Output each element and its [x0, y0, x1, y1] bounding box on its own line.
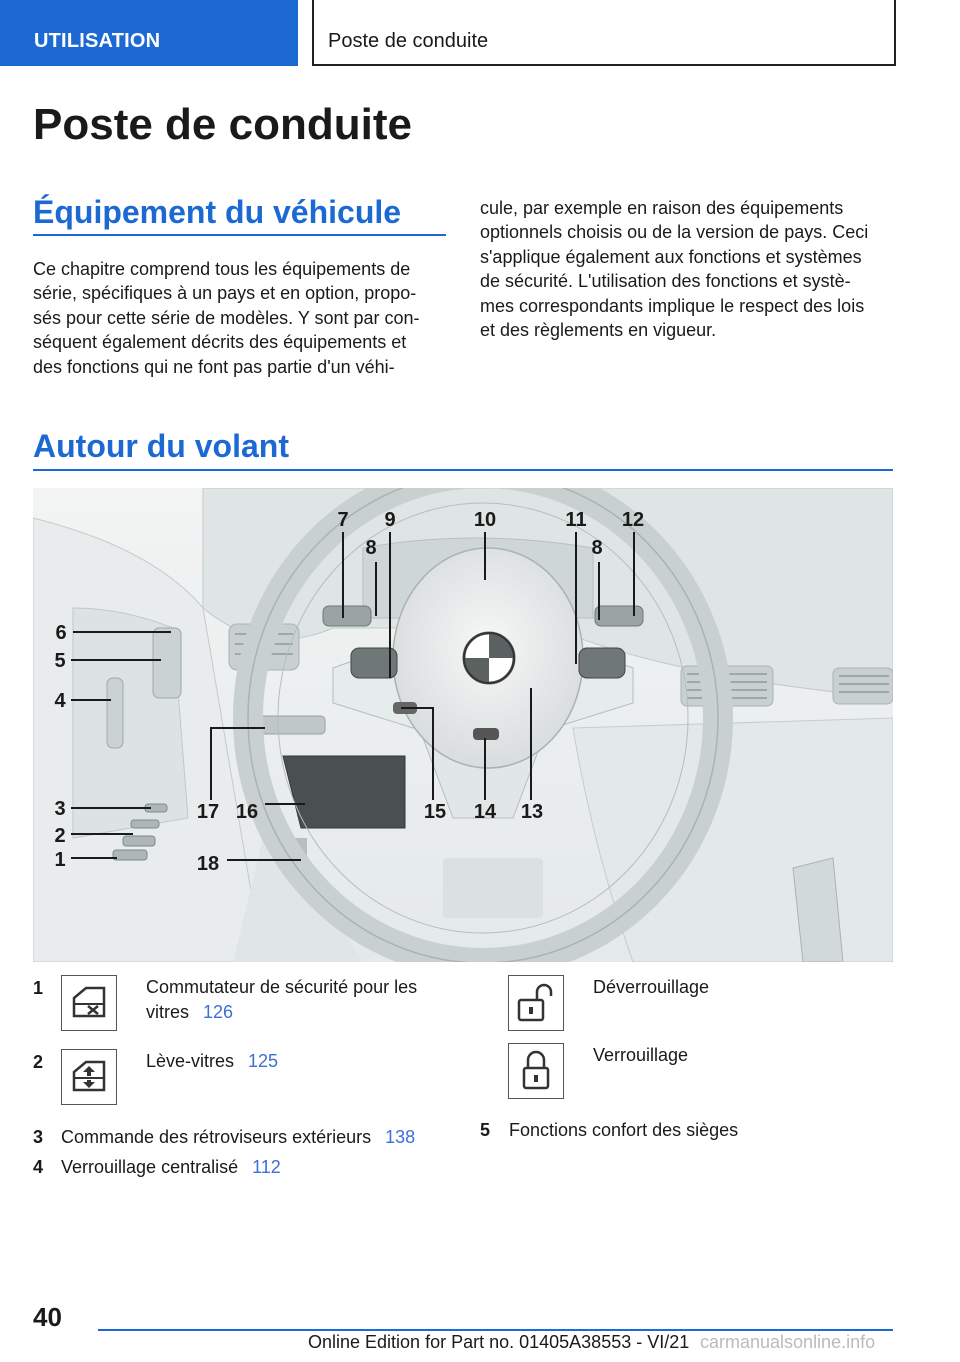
legend-text-1: Commutateur de sécurité pour les vitres 126 [146, 977, 418, 1022]
cockpit-illustration [33, 488, 893, 962]
callout-14: 14 [473, 801, 497, 823]
equipment-text-col1: Ce chapitre comprend tous les équipements de série, spécifiques à un pays et en option, propo- sés pour cette série de modèles. Y sont par con- séquent également décrits des équipements et des fonctions qui ne font pas partie d'un véhi- [33, 259, 420, 377]
legend-text-lock: Verrouillage [593, 1045, 689, 1065]
legend-num-1: 1 [33, 978, 44, 998]
page-title: Poste de conduite [33, 100, 412, 149]
callout-2: 2 [54, 825, 66, 847]
page-ref-126[interactable]: 126 [203, 1002, 234, 1022]
equipment-text-col2: cule, par exemple en raison des équipements optionnels choisis ou de la version de pays. Ceci s'applique également aux fonctions et systèmes de sécurité. L'utilisation des fonctions et systè- mes correspondants implique le respect des lois et des règlements en vigueur. [480, 198, 869, 341]
page-ref-125[interactable]: 125 [248, 1051, 279, 1071]
callout-18: 18 [196, 853, 220, 875]
callout-13: 13 [520, 801, 544, 823]
legend-text-5: Fonctions confort des sièges [509, 1120, 739, 1140]
section-tab: UTILISATION [0, 0, 298, 66]
callout-9: 9 [384, 509, 396, 531]
callout-17: 17 [196, 801, 220, 823]
page-ref-138[interactable]: 138 [385, 1127, 416, 1147]
callout-10: 10 [473, 509, 497, 531]
lock-icon [508, 1043, 564, 1099]
footer-watermark[interactable]: carmanualsonline.info [700, 1332, 876, 1352]
callout-8-left: 8 [365, 537, 377, 559]
footer-edition: Online Edition for Part no. 01405A38553 - VI/21 [308, 1332, 690, 1352]
callout-3: 3 [54, 798, 66, 820]
equipment-heading-rule [33, 234, 446, 236]
window-safety-switch-icon [61, 975, 117, 1031]
page-number: 40 [33, 1302, 62, 1332]
steering-heading-rule [33, 469, 893, 471]
callout-1: 1 [54, 849, 66, 871]
callout-12: 12 [621, 509, 645, 531]
legend-text-unlock: Déverrouillage [593, 977, 710, 997]
callout-11: 11 [565, 509, 587, 531]
callout-7: 7 [337, 509, 349, 531]
power-window-icon [61, 1049, 117, 1105]
legend-text-4: Verrouillage centralisé 112 [61, 1157, 281, 1177]
callout-15: 15 [423, 801, 447, 823]
callout-16: 16 [235, 801, 259, 823]
legend-num-2: 2 [33, 1052, 44, 1072]
chapter-tab: Poste de conduite [312, 0, 896, 66]
legend-num-5: 5 [480, 1120, 491, 1140]
legend-num-4: 4 [33, 1157, 44, 1177]
footer-rule [98, 1329, 893, 1331]
unlock-icon [508, 975, 564, 1031]
callout-5: 5 [54, 650, 66, 672]
equipment-heading: Équipement du véhicule [33, 194, 402, 230]
legend-num-3: 3 [33, 1127, 44, 1147]
page-ref-112[interactable]: 112 [252, 1157, 281, 1177]
legend-text-2: Lève-vitres 125 [146, 1051, 279, 1071]
callout-8-right: 8 [591, 537, 603, 559]
callout-4: 4 [54, 690, 66, 712]
callout-6: 6 [55, 622, 67, 644]
steering-heading: Autour du volant [33, 428, 289, 464]
legend-text-3: Commande des rétroviseurs extérieurs 138 [61, 1127, 416, 1147]
